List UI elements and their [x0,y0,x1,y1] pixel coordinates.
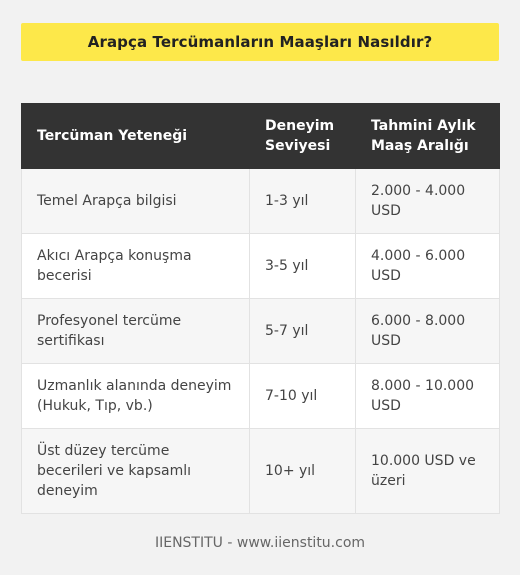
cell-experience: 10+ yıl [250,429,356,514]
cell-experience: 5-7 yıl [250,299,356,364]
salary-table [21,103,500,514]
header-skill: Tercüman Yeteneği [22,104,250,169]
table-row [22,234,500,299]
cell-skill: Akıcı Arapça konuşma becerisi [22,234,250,299]
table-row [22,364,500,429]
cell-experience: 7-10 yıl [250,364,356,429]
cell-experience: 3-5 yıl [250,234,356,299]
table-row [22,169,500,234]
title-banner [21,23,499,61]
cell-experience: 1-3 yıl [250,169,356,234]
cell-salary: 6.000 - 8.000 USD [356,299,500,364]
footer-credit: IIENSTITU - www.iienstitu.com [154,535,366,551]
cell-skill: Profesyonel tercüme sertifikası [22,299,250,364]
table-row [22,299,500,364]
cell-skill: Temel Arapça bilgisi [22,169,250,234]
header-experience: Deneyim Seviyesi [250,104,356,169]
table-header-row [22,104,500,169]
cell-skill: Uzmanlık alanında deneyim (Hukuk, Tıp, vb.) [22,364,250,429]
cell-salary: 2.000 - 4.000 USD [356,169,500,234]
table-row [22,429,500,514]
cell-skill: Üst düzey tercüme becerileri ve kapsamlı deneyim [22,429,250,514]
cell-salary: 10.000 USD ve üzeri [356,429,500,514]
page-title: Arapça Tercümanların Maaşları Nasıldır? [87,33,433,51]
cell-salary: 4.000 - 6.000 USD [356,234,500,299]
cell-salary: 8.000 - 10.000 USD [356,364,500,429]
header-salary: Tahmini Aylık Maaş Aralığı [356,104,500,169]
